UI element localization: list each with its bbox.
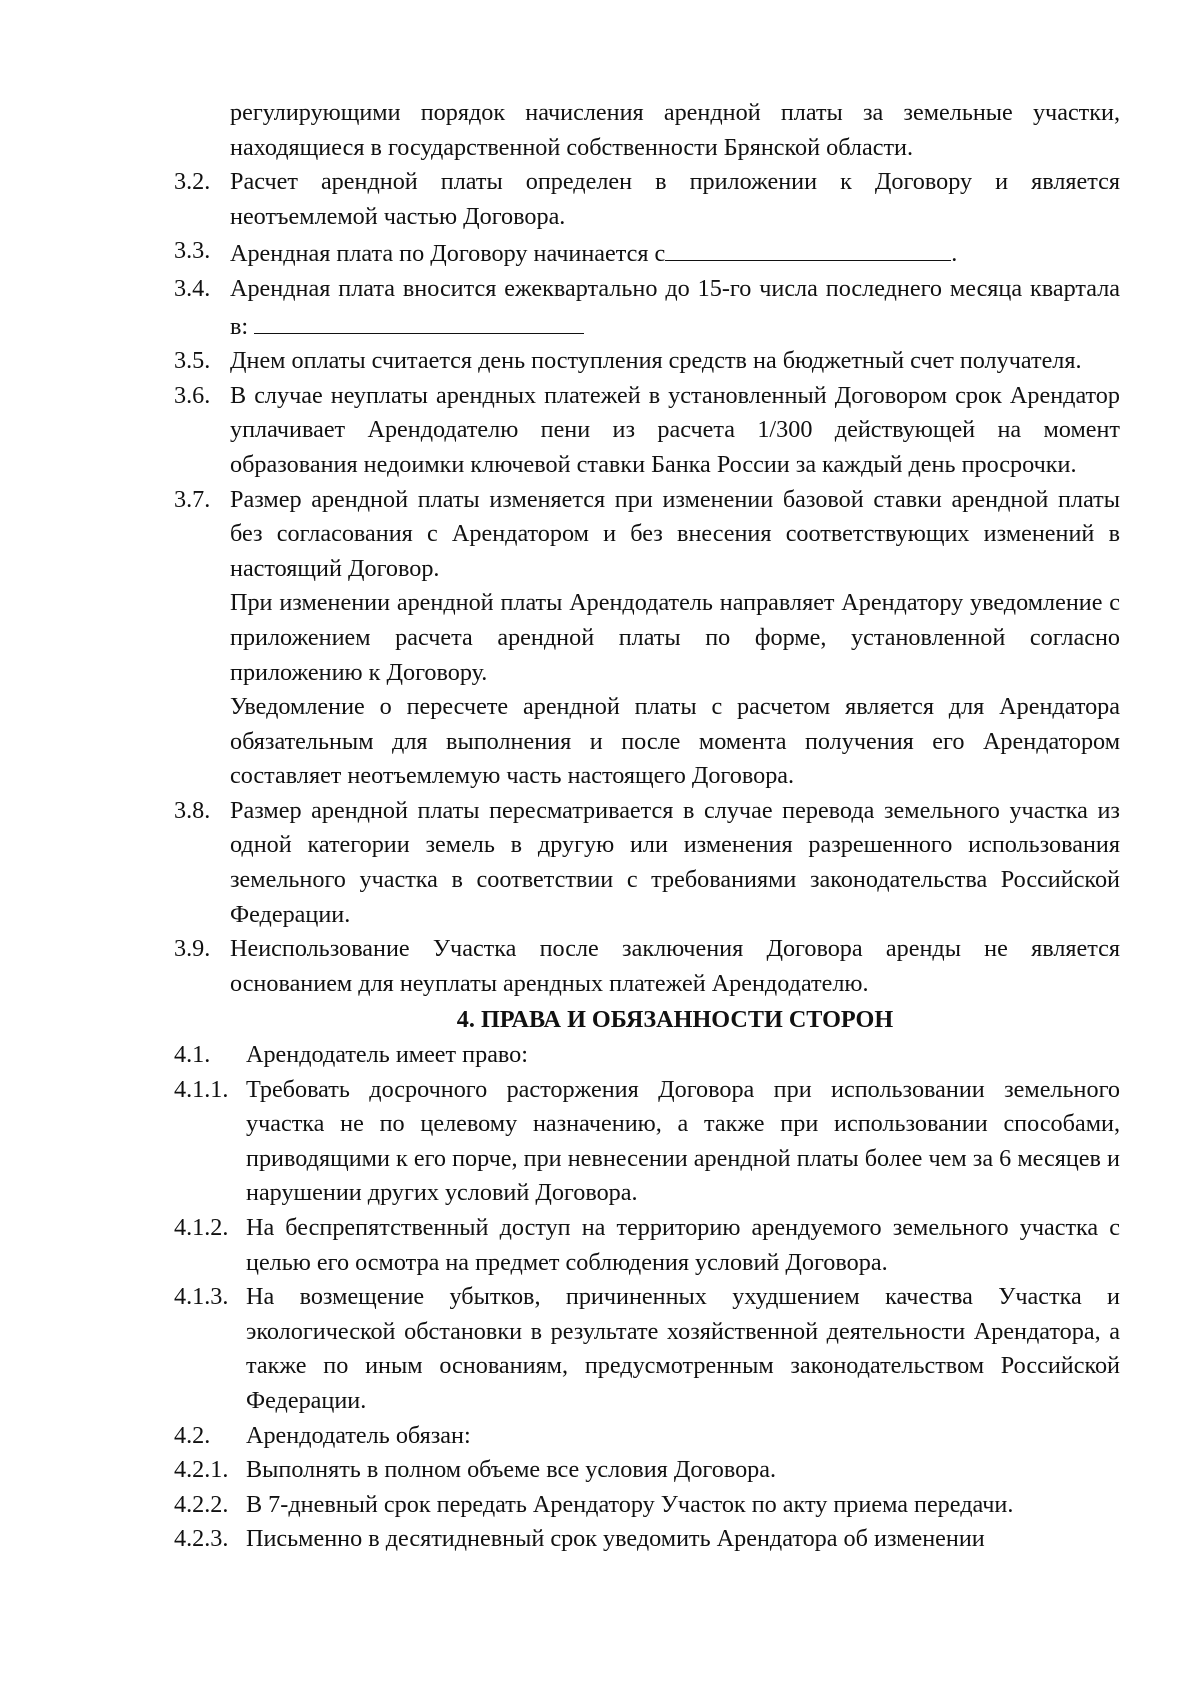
clause-4-2-1	[174, 1453, 1120, 1488]
clause-number: 4.2.2.	[174, 1490, 229, 1518]
clause-text: Арендодатель обязан:	[246, 1421, 471, 1449]
clause-number: 4.2.	[174, 1421, 211, 1449]
clause-text: Арендная плата по Договору начинается с	[230, 240, 666, 268]
clause-text: Письменно в десятидневный срок уведомить Арендатора об изменении	[246, 1525, 985, 1553]
clause-3-5	[174, 344, 1120, 379]
clause-number: 3.6.	[174, 381, 211, 409]
clause-number: 4.1.	[174, 1041, 211, 1069]
clause-number: 4.2.3.	[174, 1525, 229, 1553]
clause-text: Выполнять в полном объеме все условия Договора.	[246, 1456, 777, 1484]
clause-3-6	[174, 379, 1120, 483]
clause-3-4	[174, 272, 1120, 344]
clause-text: Арендная плата вносится ежеквартально до 15-го числа последнего месяца квартала в:	[230, 274, 1120, 340]
clause-3-1-continuation: регулирующими порядок начисления арендной платы за земельные участки, находящиеся в государственной собственности Брянской области.	[230, 99, 1120, 161]
clause-number: 4.2.1.	[174, 1456, 229, 1484]
blank-payment-account-field	[254, 307, 584, 334]
clause-text: Требовать досрочного расторжения Договора при использовании земельного участка не по целевому назначению, а также при использовании способами, приводящими к его порче, при невнесении арендной платы более чем за 6 месяцев и нарушении других условий Договора.	[246, 1075, 1120, 1207]
clause-3-7	[174, 483, 1120, 587]
clause-4-2-3	[174, 1522, 1120, 1557]
clause-text: На возмещение убытков, причиненных ухудшением качества Участка и экологической обстановки в результате хозяйственной деятельности Арендатора, а также по иным основаниям, предусмотренным законодательством Российской Федерации.	[246, 1283, 1120, 1414]
clause-number: 4.1.1.	[174, 1075, 229, 1103]
clause-number: 3.4.	[174, 274, 211, 302]
clause-number: 3.2.	[174, 168, 211, 196]
clause-text: В 7-дневный срок передать Арендатору Участок по акту приема передачи.	[246, 1490, 1014, 1518]
clause-text: Размер арендной платы изменяется при изменении базовой ставки арендной платы без согласования с Арендатором и без внесения соответствующих изменений в настоящий Договор.	[230, 485, 1120, 582]
clause-text: Днем оплаты считается день поступления средств на бюджетный счет получателя.	[230, 347, 1082, 375]
clause-number: 3.9.	[174, 935, 211, 963]
clause-text: Размер арендной платы пересматривается в случае перевода земельного участка из одной категории земель в другую или изменения разрешенного использования земельного участка в соответствии с требованиями законодательства Российской Федерации.	[230, 796, 1120, 928]
clause-3-7-paragraph-2: При изменении арендной платы Арендодатель направляет Арендатору уведомление с приложением расчета арендной платы по форме, установленной согласно приложению к Договору.	[230, 589, 1120, 686]
clause-4-1	[174, 1038, 1120, 1073]
clause-3-3	[174, 234, 1120, 272]
clause-3-7-paragraph-3: Уведомление о пересчете арендной платы с расчетом является для Арендатора обязательным для выполнения и после момента получения его Арендатором составляет неотъемлемую часть настоящего Договора.	[230, 693, 1120, 790]
clause-text: В случае неуплаты арендных платежей в установленный Договором срок Арендатор уплачивает Арендодателю пени из расчета 1/300 действующей на момент образования недоимки ключевой ставки Банка России за каждый день просрочки.	[230, 381, 1120, 478]
clause-number: 3.3.	[174, 237, 211, 265]
clause-number: 4.1.3.	[174, 1283, 229, 1311]
clause-4-2	[174, 1419, 1120, 1454]
clause-3-8	[174, 794, 1120, 932]
clause-text: Расчет арендной платы определен в приложении к Договору и является неотъемлемой частью Договора.	[230, 168, 1120, 230]
clause-3-9	[174, 932, 1120, 1001]
section-heading-4: 4. ПРАВА И ОБЯЗАННОСТИ СТОРОН	[456, 1006, 894, 1034]
clause-number: 3.8.	[174, 796, 211, 824]
clause-number: 3.7.	[174, 485, 211, 513]
clause-3-2	[174, 165, 1120, 234]
clause-number: 4.1.2.	[174, 1214, 229, 1241]
clause-4-1-2	[174, 1211, 1120, 1280]
clause-number: 3.5.	[174, 347, 211, 375]
document-body	[174, 96, 1120, 1557]
blank-start-date-field	[665, 234, 951, 261]
clause-text: Неиспользование Участка после заключения Договора аренды не является основанием для неуплаты арендных платежей Арендодателю.	[230, 935, 1120, 997]
clause-text: На беспрепятственный доступ на территорию арендуемого земельного участка с целью его осмотра на предмет соблюдения условий Договора.	[246, 1214, 1120, 1276]
clause-text-end: .	[951, 240, 958, 268]
clause-text: Арендодатель имеет право:	[246, 1041, 528, 1069]
clause-4-1-3	[174, 1280, 1120, 1418]
clause-4-2-2	[174, 1488, 1120, 1523]
clause-4-1-1	[174, 1073, 1120, 1211]
